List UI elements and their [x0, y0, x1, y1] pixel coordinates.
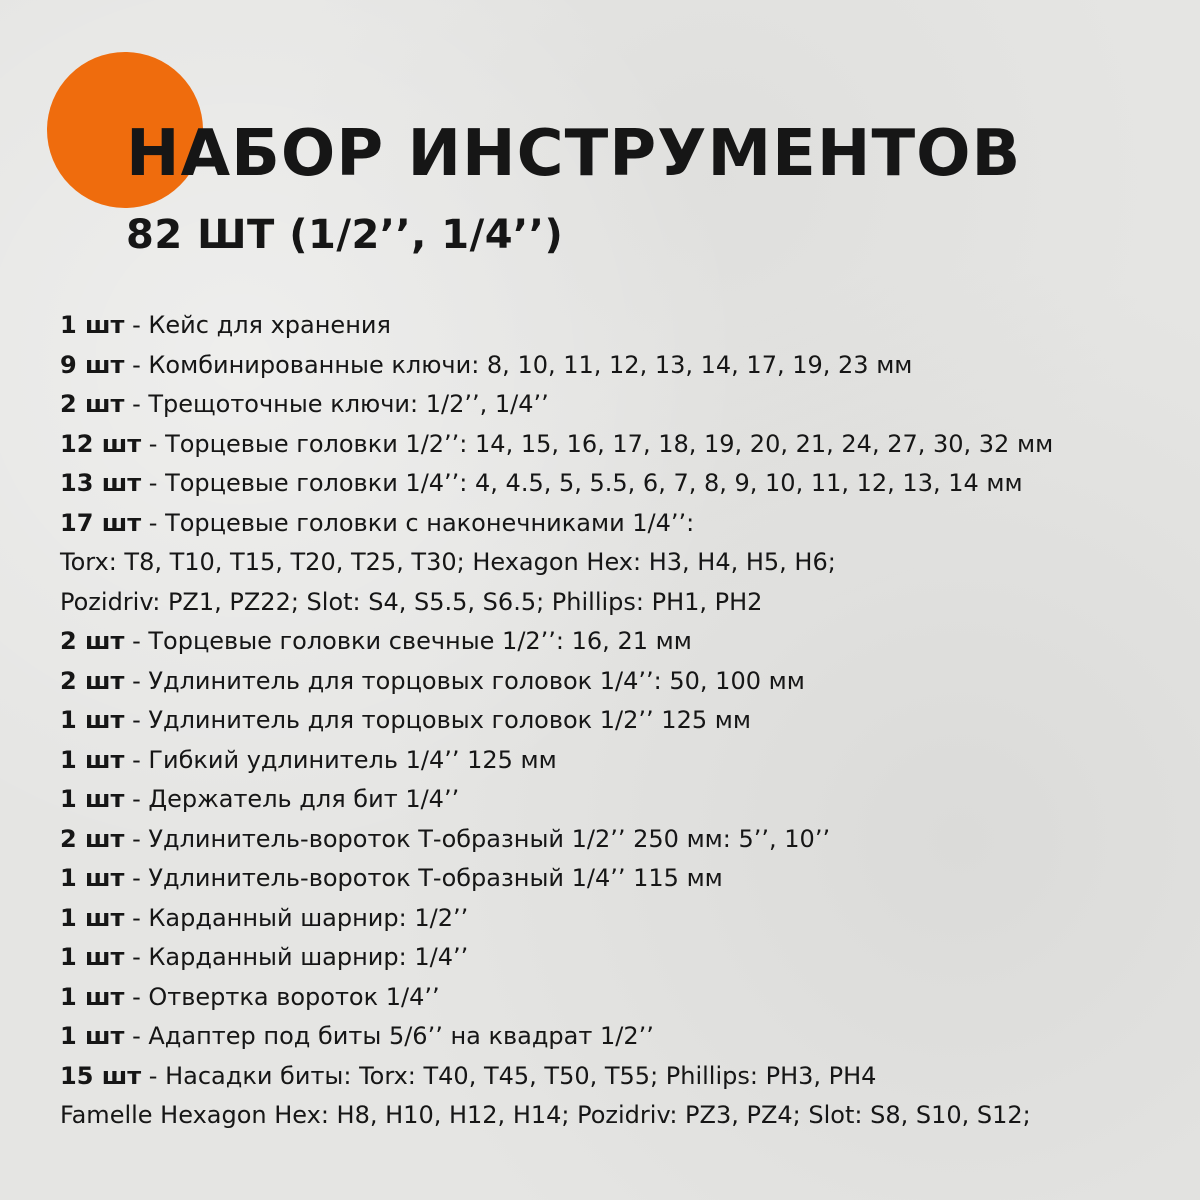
item-description: - Удлинитель-вороток Т-образный 1/4’’ 115 мм [124, 864, 723, 892]
item-quantity: 15 шт [60, 1061, 142, 1090]
item-quantity: 13 шт [60, 469, 142, 497]
item-quantity: 1 шт [60, 706, 125, 734]
list-item [60, 1017, 1185, 1057]
item-quantity: 1 шт [60, 1022, 125, 1050]
item-description: - Карданный шарнир: 1/4’’ [124, 943, 469, 971]
item-quantity: 17 шт [60, 508, 142, 537]
item-quantity: 12 шт [60, 429, 142, 458]
item-quantity: 1 шт [60, 903, 125, 932]
item-description: - Трещоточные ключи: 1/2’’, 1/4’’ [124, 390, 549, 418]
item-description: - Торцевые головки свечные 1/2’’: 16, 21 мм [124, 627, 692, 655]
item-description: - Гибкий удлинитель 1/4’’ 125 мм [124, 745, 557, 774]
item-description: - Комбинированные ключи: 8, 10, 11, 12, 13, 14, 17, 19, 23 мм [124, 350, 913, 379]
list-item [60, 701, 1185, 741]
item-quantity: 1 шт [60, 982, 125, 1011]
page-subtitle: 82 ШТ (1/2’’, 1/4’’) [126, 212, 564, 258]
list-item [60, 938, 1185, 978]
item-description: - Адаптер под биты 5/6’’ на квадрат 1/2’’ [124, 1022, 654, 1050]
item-description: - Держатель для бит 1/4’’ [124, 785, 460, 813]
item-description: - Торцевые головки с наконечниками 1/4’’: [141, 508, 695, 537]
item-description: - Удлинитель для торцовых головок 1/2’’ 125 мм [124, 706, 751, 734]
list-item [60, 622, 1185, 662]
list-item [60, 978, 1185, 1018]
item-description: - Отвертка вороток 1/4’’ [124, 982, 440, 1011]
page-title: НАБОР ИНСТРУМЕНТОВ [126, 117, 1022, 191]
item-quantity: 2 шт [60, 627, 125, 655]
item-description: - Карданный шарнир: 1/2’’ [124, 903, 469, 932]
item-quantity: 1 шт [60, 745, 125, 774]
item-description: - Кейс для хранения [124, 311, 391, 339]
list-item [60, 385, 1185, 425]
list-item [60, 464, 1185, 504]
list-item-continuation [60, 1096, 1185, 1136]
list-item-continuation [60, 543, 1185, 583]
list-item [60, 899, 1185, 939]
list-item [60, 346, 1185, 386]
item-quantity: 1 шт [60, 785, 125, 813]
list-item [60, 504, 1185, 544]
list-item [60, 425, 1185, 465]
item-description: - Удлинитель-вороток Т-образный 1/2’’ 250 мм: 5’’, 10’’ [124, 824, 831, 853]
list-item [60, 780, 1185, 820]
item-description: - Насадки биты: Torx: T40, T45, T50, T55; Phillips: PH3, PH4 [141, 1061, 877, 1090]
list-item [60, 306, 1185, 346]
item-quantity: 1 шт [60, 943, 125, 971]
item-quantity: 1 шт [60, 311, 125, 339]
item-description: - Торцевые головки 1/2’’: 14, 15, 16, 17, 18, 19, 20, 21, 24, 27, 30, 32 мм [141, 429, 1054, 458]
item-description: Famelle Hexagon Hex: H8, H10, H12, H14; Pozidriv: PZ3, PZ4; Slot: S8, S10, S12; [60, 1101, 1031, 1129]
item-description: - Торцевые головки 1/4’’: 4, 4.5, 5, 5.5, 6, 7, 8, 9, 10, 11, 12, 13, 14 мм [141, 469, 1023, 497]
item-list [60, 306, 1185, 1136]
item-quantity: 1 шт [60, 864, 125, 892]
list-item [60, 820, 1185, 860]
list-item [60, 859, 1185, 899]
item-quantity: 9 шт [60, 350, 125, 379]
item-quantity: 2 шт [60, 390, 125, 418]
item-description: Pozidriv: PZ1, PZ22; Slot: S4, S5.5, S6.5; Phillips: PH1, PH2 [60, 587, 763, 616]
item-quantity: 2 шт [60, 824, 125, 853]
item-quantity: 2 шт [60, 666, 125, 695]
list-item [60, 1057, 1185, 1097]
item-description: - Удлинитель для торцовых головок 1/4’’: 50, 100 мм [124, 666, 805, 695]
list-item [60, 741, 1185, 781]
item-description: Torx: T8, T10, T15, T20, T25, T30; Hexagon Hex: H3, H4, H5, H6; [60, 548, 836, 576]
list-item-continuation [60, 583, 1185, 623]
list-item [60, 662, 1185, 702]
